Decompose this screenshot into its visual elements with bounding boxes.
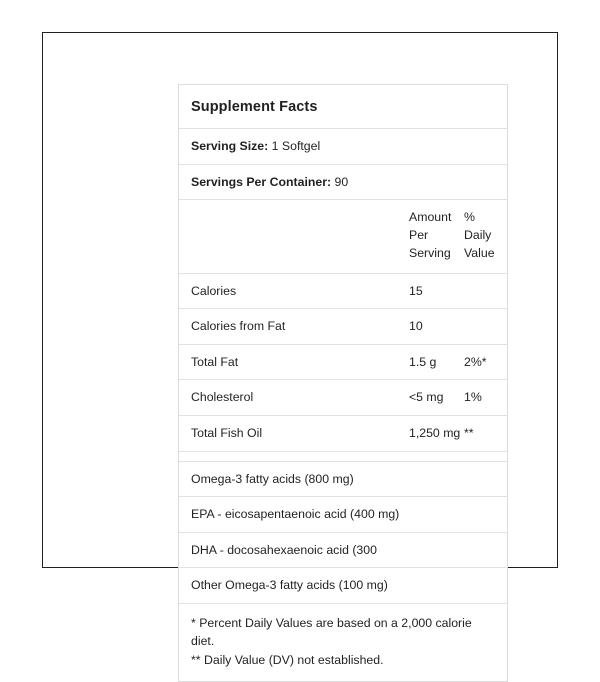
label-border-frame — [42, 32, 558, 667]
footnote-daily-value: * Percent Daily Values are based on a 2,000 calorie diet. — [191, 616, 472, 649]
nutrient-name: Calories from Fat — [191, 319, 286, 334]
supplement-facts-panel — [178, 84, 508, 682]
nutrient-name: Calories — [191, 283, 237, 298]
nutrient-daily-value: ** — [464, 426, 474, 441]
table-row — [179, 274, 507, 310]
serving-size-row — [179, 129, 507, 165]
list-item: DHA - docosahexaenoic acid (300 — [179, 533, 507, 569]
section-divider — [179, 452, 507, 462]
list-item: Other Omega-3 fatty acids (100 mg) — [179, 568, 507, 604]
nutrient-amount: <5 mg — [409, 390, 444, 405]
page-title: Supplement Facts — [179, 85, 507, 129]
nutrient-amount: 1,250 mg — [409, 426, 461, 441]
nutrient-amount: 15 — [409, 283, 423, 298]
table-row — [179, 416, 507, 452]
list-item: Omega-3 fatty acids (800 mg) — [179, 462, 507, 498]
footnotes — [179, 604, 507, 681]
table-row — [179, 309, 507, 345]
nutrient-name: Cholesterol — [191, 390, 254, 405]
header-amount-per-serving: Amount Per Serving — [409, 210, 452, 260]
serving-size-value: 1 Softgel — [268, 139, 321, 153]
table-row — [179, 380, 507, 416]
nutrient-name: Total Fish Oil — [191, 426, 263, 441]
nutrient-daily-value — [464, 283, 495, 300]
nutrient-daily-value: 1% — [464, 390, 482, 405]
servings-per-container-label: Servings Per Container: — [191, 174, 332, 189]
table-row — [179, 345, 507, 381]
servings-per-container-row — [179, 165, 507, 201]
serving-size-label: Serving Size: — [191, 139, 269, 153]
nutrient-amount: 10 — [409, 319, 423, 334]
header-blank-cell — [191, 209, 409, 262]
header-percent-daily-value: % Daily Value — [464, 210, 495, 260]
nutrient-amount: 1.5 g — [409, 354, 437, 369]
list-item: EPA - eicosapentaenoic acid (400 mg) — [179, 497, 507, 533]
footnote-dv-not-established: ** Daily Value (DV) not established. — [191, 652, 384, 667]
nutrient-daily-value: 2%* — [464, 354, 487, 369]
nutrient-daily-value — [464, 318, 495, 335]
servings-per-container-value: 90 — [331, 174, 349, 189]
table-header-row — [179, 200, 507, 273]
nutrient-name: Total Fat — [191, 354, 239, 369]
